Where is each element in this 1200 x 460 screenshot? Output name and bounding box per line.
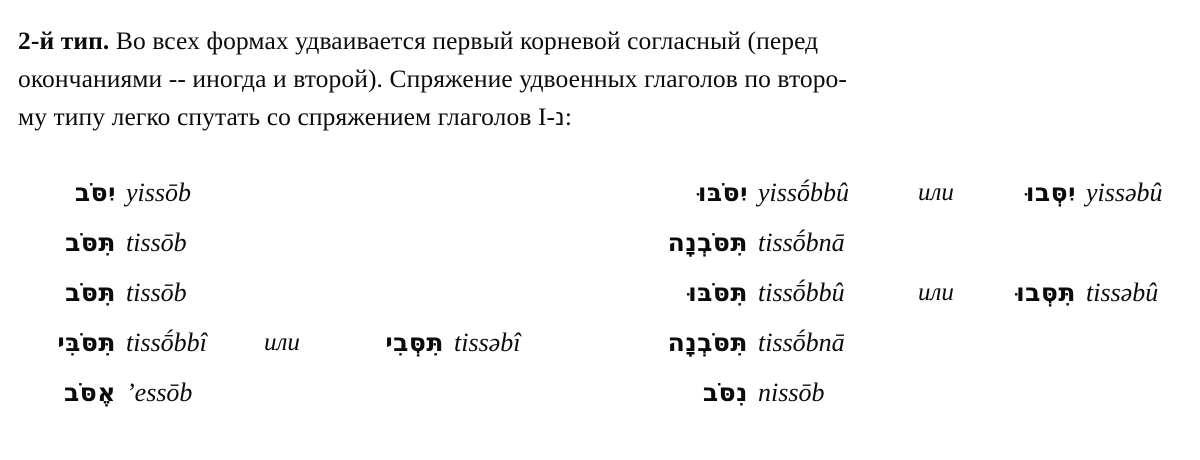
transliteration: tissṓbbî: [126, 328, 207, 357]
intro-line-2: окончаниями -- иногда и второй). Спряжение удвоенных глаголов по второ-: [18, 64, 847, 93]
hebrew-form: תִּסֹּבּוּ: [688, 278, 748, 307]
hebrew-form-alt: תִּסְּבוּ: [1016, 278, 1076, 307]
hebrew-form: תִּסֹּבְנָה: [667, 328, 748, 357]
transliteration: tissōb: [126, 278, 187, 307]
transliteration: yissṓbbû: [758, 178, 849, 207]
hebrew-form-alt: תִּסְּבִי: [385, 328, 444, 357]
transliteration: nissōb: [758, 378, 825, 407]
hebrew-form: יִסֹּב: [74, 178, 116, 207]
transliteration: tissōb: [126, 228, 187, 257]
alternative-label: или: [264, 329, 300, 356]
intro-line-3-colon: :: [564, 102, 573, 131]
paragraph-lead-label: 2-й тип.: [18, 26, 110, 55]
hebrew-letter-nun: נ: [555, 103, 565, 131]
hebrew-form: תִּסֹּבְנָה: [667, 228, 748, 257]
hebrew-form: תִּסֹּב: [65, 278, 116, 307]
table-row: [18, 268, 1182, 318]
alternative-label: или: [918, 179, 954, 206]
table-row: [18, 368, 1182, 418]
hebrew-form: נִסֹּב: [702, 378, 748, 407]
transliteration: yissōb: [126, 178, 191, 207]
transliteration-alt: tissəbî: [454, 328, 521, 357]
intro-paragraph: [18, 22, 1178, 136]
alternative-label: или: [918, 279, 954, 306]
transliteration: ’essōb: [126, 378, 193, 407]
table-row: [18, 318, 1182, 368]
table-row: [18, 218, 1182, 268]
intro-line-3-text: му типу легко спутать со спряжением глаголов I-: [18, 102, 556, 131]
table-row: [18, 168, 1182, 218]
conjugation-table: [18, 168, 1182, 418]
hebrew-form: תִּסֹּב: [65, 228, 116, 257]
transliteration: tissṓbnā: [758, 228, 845, 257]
hebrew-form-alt: יִסְּבוּ: [1025, 178, 1076, 207]
intro-line-3: [18, 98, 1178, 136]
intro-line-1-text: Во всех формах удваивается первый корневой согласный (перед: [109, 26, 819, 55]
hebrew-form: תִּסֹּבִּי: [57, 328, 116, 357]
transliteration: tissṓbbû: [758, 278, 845, 307]
hebrew-form: אֶסֹּב: [64, 378, 116, 407]
transliteration-alt: yissəbû: [1086, 178, 1163, 207]
transliteration-alt: tissəbû: [1086, 278, 1159, 307]
transliteration: tissṓbnā: [758, 328, 845, 357]
hebrew-form: יִסֹּבּוּ: [697, 178, 748, 207]
intro-line-1: [18, 22, 1178, 60]
